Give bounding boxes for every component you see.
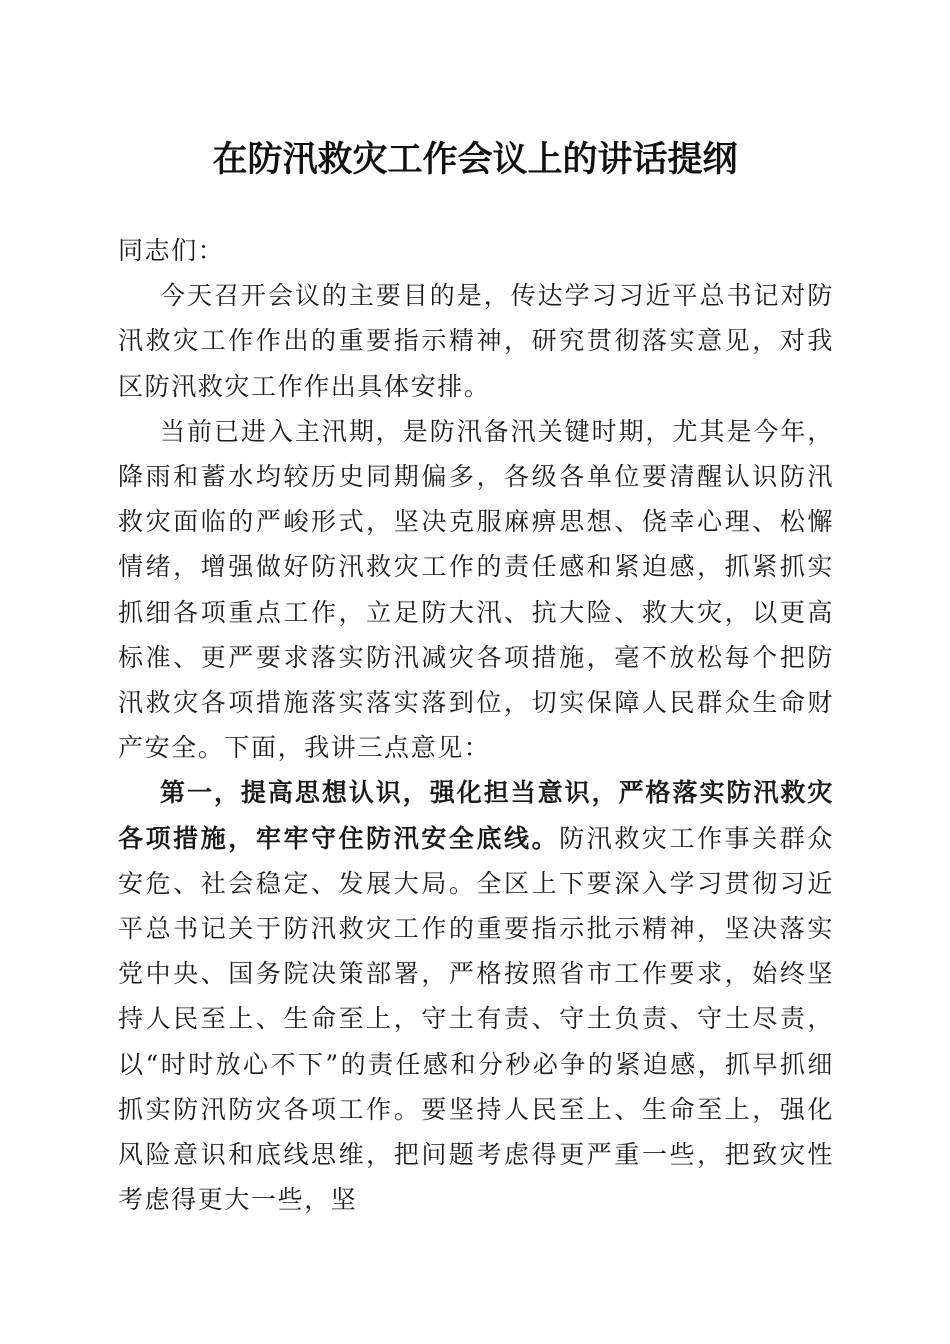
salutation: 同志们： <box>118 236 225 265</box>
first-point-heading: 第一，提高思想认识，强化担当意识，严格落实防汛救灾各项措施，牢牢守住防汛安全底线。 <box>118 778 834 853</box>
first-point-body: 防汛救灾工作事关群众安危、社会稳定、发展大局。全区上下要深入学习贯彻习近平总书记关于防汛救灾工作的重要指示批示精神，坚决落实党中央、国务院决策部署，严格按照省市工作要求，始终坚持人民至上、生命至上，守土有责、守土负责、守土尽责，以“时时放心不下”的责任感和分秒必争的紧迫感，抓早抓细抓实防汛防灾各项工作。要坚持人民至上、生命至上，强化风险意识和底线思维，把问题考虑得更严重一些，把致灾性考虑得更大一些，坚 <box>118 823 834 1215</box>
paragraph-first-point <box>118 770 834 1222</box>
document-body <box>118 228 834 1222</box>
paragraph-situation: 当前已进入主汛期，是防汛备汛关键时期，尤其是今年，降雨和蓄水均较历史同期偏多，各级各单位要清醒认识防汛救灾面临的严峻形式，坚决克服麻痹思想、侥幸心理、松懈情绪，增强做好防汛救灾工作的责任感和紧迫感，抓紧抓实抓细各项重点工作，立足防大汛、抗大险、救大灾，以更高标准、更严要求落实防汛减灾各项措施，毫不放松每个把防汛救灾各项措施落实落实落到位，切实保障人民群众生命财产安全。下面，我讲三点意见： <box>118 416 834 763</box>
paragraph-purpose: 今天召开会议的主要目的是，传达学习习近平总书记对防汛救灾工作作出的重要指示精神，研究贯彻落实意见，对我区防汛救灾工作作出具体安排。 <box>118 281 834 401</box>
page-title: 在防汛救灾工作会议上的讲话提纲 <box>212 139 738 180</box>
